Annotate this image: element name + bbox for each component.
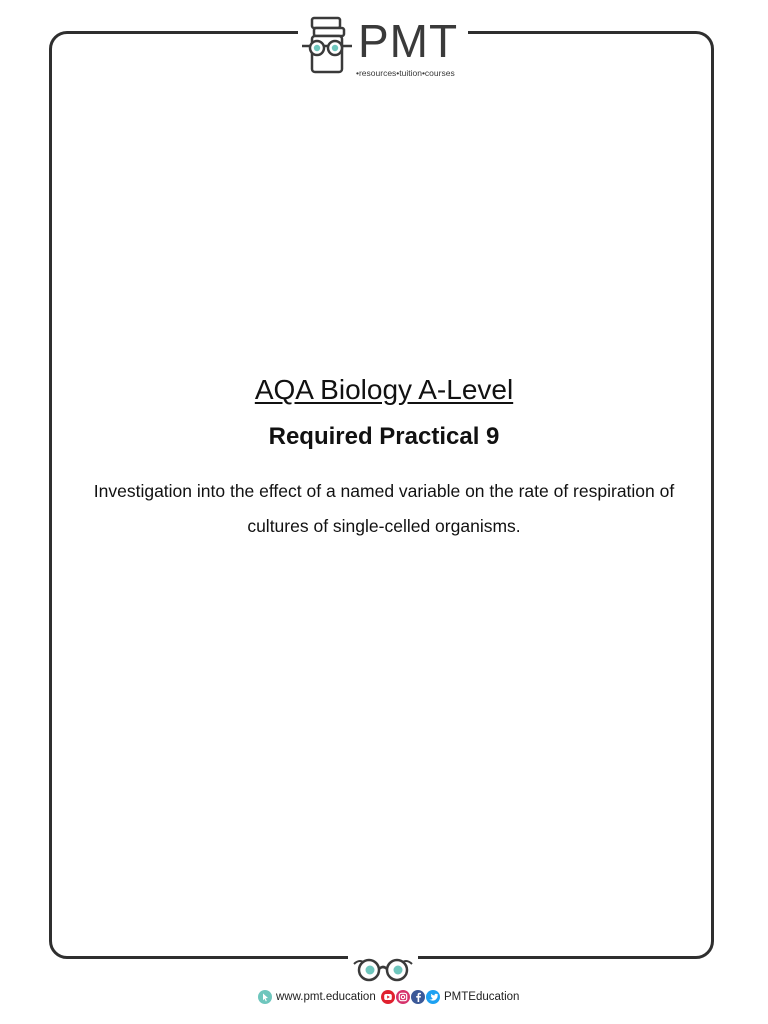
logo-wordmark: PMT [358, 15, 459, 67]
facebook-icon[interactable] [411, 990, 425, 1004]
instagram-icon[interactable] [396, 990, 410, 1004]
document-description: Investigation into the effect of a named variable on the rate of respiration of cultures of single-celled organisms. [93, 481, 675, 536]
social-handle[interactable]: PMTEducation [444, 991, 520, 1003]
pmt-logo [298, 14, 468, 78]
books-glasses-icon [298, 14, 358, 76]
cursor-icon [258, 990, 272, 1004]
document-subtitle: Required Practical 9 [268, 423, 500, 450]
document-title: AQA Biology A-Level [254, 374, 514, 405]
glasses-icon [348, 952, 418, 986]
website-link[interactable]: www.pmt.education [276, 991, 376, 1003]
footer [0, 988, 768, 1008]
social-icons [381, 989, 441, 1005]
twitter-icon[interactable] [426, 990, 440, 1004]
logo-tagline: •resources•tuition•courses [356, 68, 455, 78]
youtube-icon[interactable] [381, 990, 395, 1004]
